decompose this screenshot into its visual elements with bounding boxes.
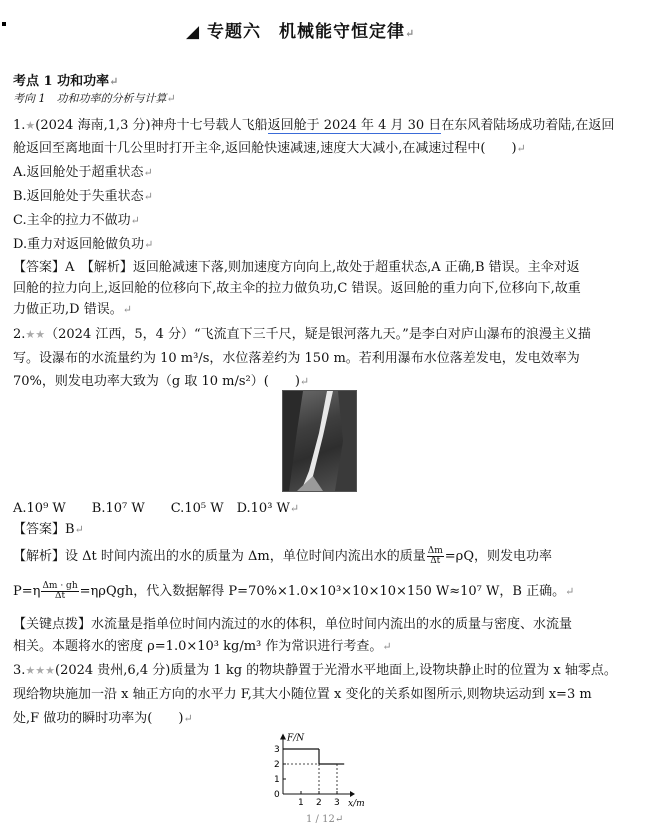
x-axis-arrow-icon: [350, 791, 355, 797]
y-tick-label: 0: [274, 790, 280, 800]
q2-key-line2: 相关。本题将水的密度 ρ=1.0×10³ kg/m³ 作为常识进行考查。↵: [13, 639, 392, 654]
waterfall-photo: [282, 390, 357, 492]
q1-answer-line1: 【答案】A 【解析】返回舱减速下落,则加速度方向向上,故处于超重状态,A 正确,B 错误。主伞对返: [13, 260, 580, 275]
q1-answer-line2: 回舱的拉力向上,返回舱的位移向下,故主伞的拉力做负功,C 错误。返回舱的重力向下,位移向下,故重: [13, 281, 581, 296]
q1-answer-line3: 力做正功,D 错误。↵: [13, 302, 132, 317]
force-position-graph: [255, 728, 385, 810]
difficulty-star-icon: ★★: [25, 328, 46, 341]
q2-answer: 【答案】B↵: [13, 522, 84, 537]
y-axis-label: F/N: [287, 733, 305, 744]
q1-option-a: A.返回舱处于超重状态↵: [13, 165, 153, 180]
corner-mark: [2, 22, 6, 26]
q1-option-b: B.返回舱处于失重状态↵: [13, 189, 153, 204]
q1-stem-line2: 舱返回至离地面十几公里时打开主伞,返回舱快速减速,速度大大减小,在减速过程中( )↵: [13, 141, 526, 156]
x-tick-label: 3: [334, 798, 340, 808]
y-tick-label: 1: [274, 775, 280, 785]
subsection-heading: 考向 1 功和功率的分析与计算↵: [13, 92, 176, 105]
y-tick-label: 3: [274, 745, 280, 755]
y-axis-arrow-icon: [280, 734, 286, 740]
waterfall-icon: [283, 391, 356, 491]
q2-explanation-line1: 【解析】设 Δt 时间内流出的水的质量为 Δm，单位时间内流出水的质量 $\frac{\Delta m}{\Delta t}$ =ρQ，则发电功率: [13, 546, 552, 566]
section-heading: 考点 1 功和功率↵: [13, 74, 119, 89]
q1-option-c: C.主伞的拉力不做功↵: [13, 213, 140, 228]
x-tick-label: 1: [298, 798, 304, 808]
page-title: ◢ 专题六 机械能守恒定律↵: [186, 22, 416, 42]
q2-explanation-line2: P=η $\frac{\Delta m \cdot gh}{\Delta t}$ =ηρQgh，代入数据解得 P=70%×1.0×10³×10×10×150 W≈10⁷ W，B 正确。↵: [13, 581, 575, 601]
q2-stem-line3: 70%，则发电功率大致为（g 取 10 m/s²）( )↵: [13, 374, 310, 389]
page-indicator: 1 / 12↵: [306, 814, 344, 825]
q2-stem-line2: 写。设瀑布的水流量约为 10 m³/s，水位落差约为 150 m。若利用瀑布水位落差发电，发电效率为: [13, 351, 580, 366]
fraction-dm-dt: $\frac{\Delta m}{\Delta t}$: [427, 546, 443, 566]
q3-stem-line3: 处,F 做功的瞬时功率为( )↵: [13, 711, 193, 726]
q1-stem-line1: 1.★(2024 海南,1,3 分)神舟十七号载人飞船返回舱于 2024 年 4 月 30 日在东风着陆场成功着陆,在返回: [13, 118, 615, 133]
difficulty-star-icon: ★: [25, 119, 36, 132]
q1-option-d: D.重力对返回舱做负功↵: [13, 237, 154, 252]
q3-stem-line1: 3.★★★(2024 贵州,6,4 分)质量为 1 kg 的物块静置于光滑水平地面上,设物块静止时的位置为 x 轴零点。: [13, 663, 617, 678]
q2-stem-line1: 2.★★（2024 江西，5，4 分）“飞流直下三千尺，疑是银河落九天。”是李白对庐山瀑布的浪漫主义描: [13, 327, 591, 342]
q2-options: A.10⁹ W B.10⁷ W C.10⁵ W D.10³ W↵: [13, 501, 300, 516]
fraction-power: $\frac{\Delta m \cdot gh}{\Delta t}$: [42, 581, 78, 601]
q3-stem-line2: 现给物块施加一沿 x 轴正方向的水平力 F,其大小随位置 x 变化的关系如图所示,则物块运动到 x=3 m: [13, 687, 592, 702]
x-axis-label: x/m: [348, 799, 365, 809]
x-tick-label: 2: [316, 798, 322, 808]
y-tick-label: 2: [274, 760, 280, 770]
q2-key-line1: 【关键点拨】水流量是指单位时间内流过的水的体积，单位时间内流出的水的质量与密度、水流量: [13, 617, 573, 632]
difficulty-star-icon: ★★★: [25, 664, 55, 677]
